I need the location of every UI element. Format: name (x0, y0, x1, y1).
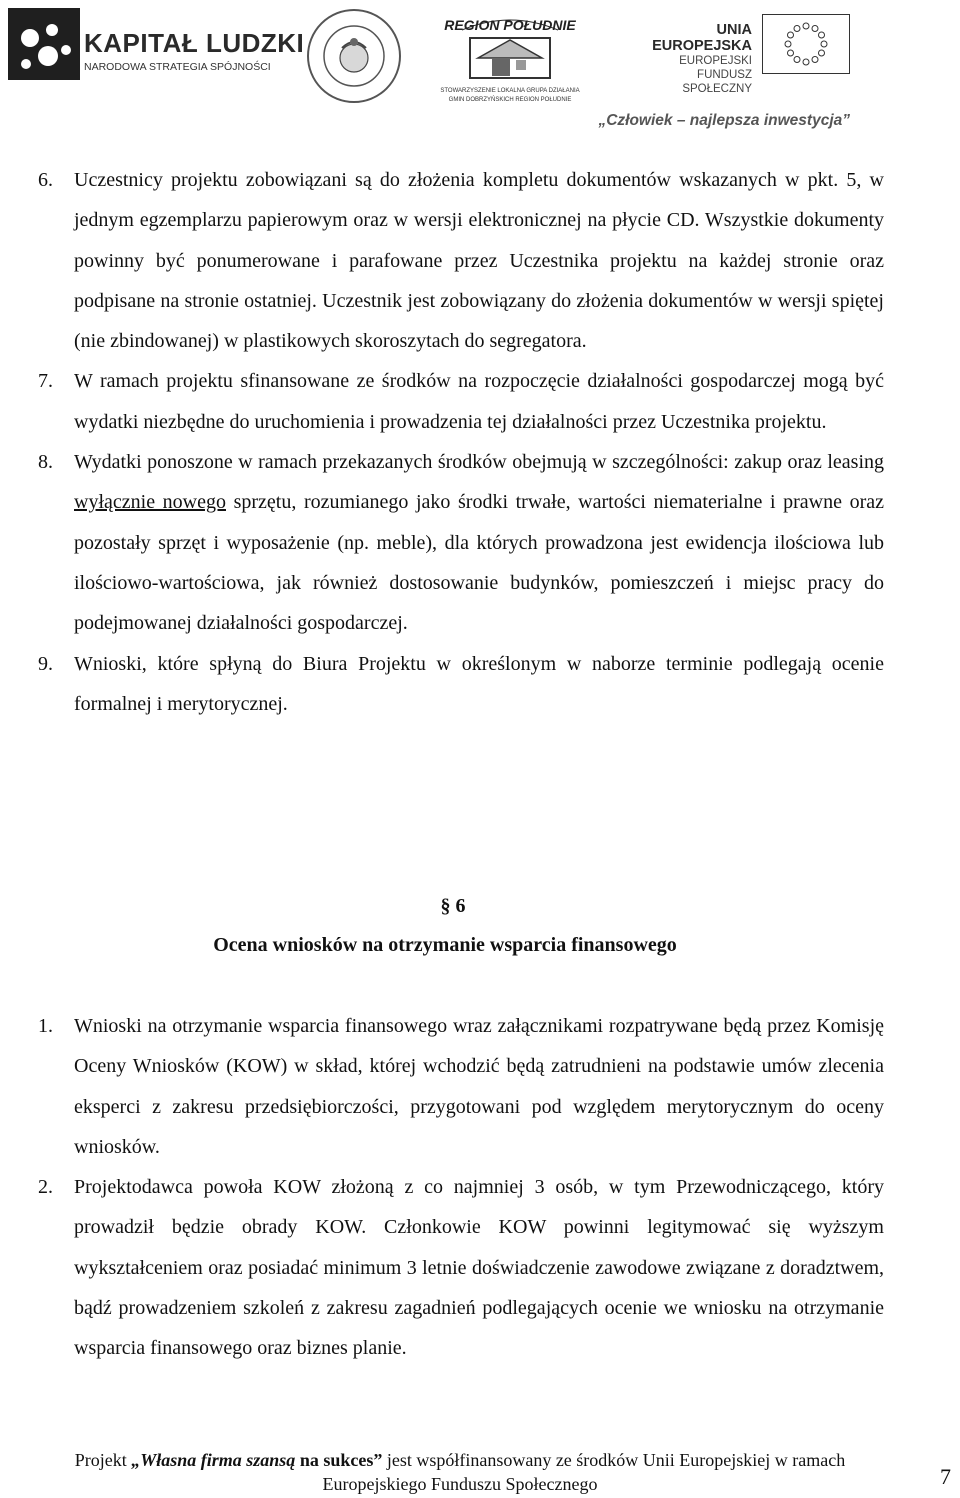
list-item-text: Projektodawca powoła KOW złożoną z co najmniej 3 osób, w tym Przewodniczącego, który prowadził będzie obrady KOW. Członkowie KOW powinni legitymować się wyższym wykształceniem oraz posiadać minimum 3 letnie doświadczenie zawodowe związane z doradztwem, bądź prowadzeniem szkoleń z zakresu zagadnień podlegających ocenie we wniosku na otrzymanie wsparcia finansowego oraz biznes planie. (74, 1176, 884, 1360)
ue-line2: FUNDUSZ SPOŁECZNY (682, 69, 752, 95)
footer-line-2: Europejskiego Funduszu Społecznego (322, 1474, 598, 1494)
kapital-ludzki-title: KAPITAŁ LUDZKI (84, 28, 305, 58)
list-item (0, 442, 960, 643)
list-item-text-before: Wydatki ponoszone w ramach przekazanych środków obejmują w szczególności: zakup oraz leasing (74, 451, 884, 474)
list-item (0, 1006, 960, 1167)
underlined-text: wyłącznie nowego (74, 491, 226, 514)
kapital-ludzki-logo (8, 8, 80, 80)
numbered-list-b (0, 1006, 960, 1369)
list-item (0, 160, 960, 361)
section-sign: § 6 (440, 895, 466, 917)
czys-nie-seal-logo (306, 8, 402, 104)
footer-line-1 (30, 1448, 890, 1472)
eu-flag-icon (762, 14, 850, 74)
list-item-number: 1. (38, 1015, 53, 1037)
region-title: REGION POŁUDNIE (444, 17, 576, 33)
section-title: Ocena wniosków na otrzymanie wsparcia finansowego (213, 934, 677, 956)
footer-prefix: Projekt (74, 1450, 132, 1470)
list-item-text-after: sprzętu, rozumianego jako środki trwałe, wartości niematerialne i prawne oraz pozostały sprzęt i wyposażenie (np. meble), dla których prowadzona jest ewidencja ilościowa lub ilościowo-wartościowa, jak również dostosowanie budynków, pomieszczeń i miejsc pracy do podejmowanej działalności gospodarczej. (74, 491, 884, 635)
ue-title: UNIA EUROPEJSKA (652, 22, 752, 54)
footer-title-bold: na sukces” (295, 1450, 383, 1470)
list-item-number: 6. (38, 169, 53, 191)
list-item-text: Uczestnicy projektu zobowiązani są do złożenia kompletu dokumentów wskazanych w pkt. 5, w jednym egzemplarzu papierowym oraz w wersji elektronicznej na płycie CD. Wszystkie dokumenty powinny być ponumerowane i parafowane przez Uczestnika projektu na każdej stronie oraz podpisane na stronie ostatniej. Uczestnik jest zobowiązany do złożenia dokumentów w wersji spiętej (nie zbindowanej) w plastikowych skoroszytach do segregatora. (74, 169, 884, 353)
region-line2: GMIN DOBRZYŃSKICH REGION POŁUDNIE (448, 97, 572, 103)
slogan: „Człowiek – najlepsza inwestycja” (598, 112, 850, 129)
page-header (0, 0, 960, 140)
list-item-text: W ramach projektu sfinansowane ze środków na rozpoczęcie działalności gospodarczej mogą być wydatki niezbędne do uruchomienia i prowadzenia tej działalności przez Uczestnika projektu. (74, 370, 884, 433)
list-item-number: 7. (38, 370, 53, 393)
numbered-list-a (0, 160, 960, 724)
region-line1: STOWARZYSZENIE LOKALNA GRUPA DZIAŁANIA (440, 88, 580, 94)
kapital-ludzki-wordmark (84, 28, 304, 73)
list-item-text: Wnioski, które spłyną do Biura Projektu w określonym w naborze terminie podlegają ocenie formalnej i merytorycznej. (74, 652, 884, 715)
ue-wordmark (628, 22, 752, 96)
list-item (0, 1167, 960, 1368)
list-item-text: Wnioski na otrzymanie wsparcia finansowego wraz załącznikami rozpatrywane będą przez Komisję Oceny Wniosków (KOW) w skład, której wchodzić będą zatrudnieni na podstawie umów zlecenia eksperci z zakresu przedsiębiorczości, przygotowani pod względem merytorycznym do oceny wniosków. (74, 1015, 884, 1158)
list-item (0, 644, 960, 725)
list-item-number: 9. (38, 652, 53, 675)
kapital-ludzki-subtitle: NARODOWA STRATEGIA SPÓJNOŚCI (84, 61, 271, 73)
ue-line1: EUROPEJSKI (679, 55, 752, 67)
list-item (0, 361, 960, 442)
page-number: 7 (940, 1464, 951, 1489)
footer-title-italic: „Własna firma szansą (131, 1450, 296, 1470)
list-item-number: 2. (38, 1176, 53, 1199)
list-item-number: 8. (38, 451, 53, 474)
footer-suffix: jest współfinansowany ze środków Unii Europejskiej w ramach (382, 1450, 846, 1470)
region-poludnie-logo (440, 8, 580, 108)
